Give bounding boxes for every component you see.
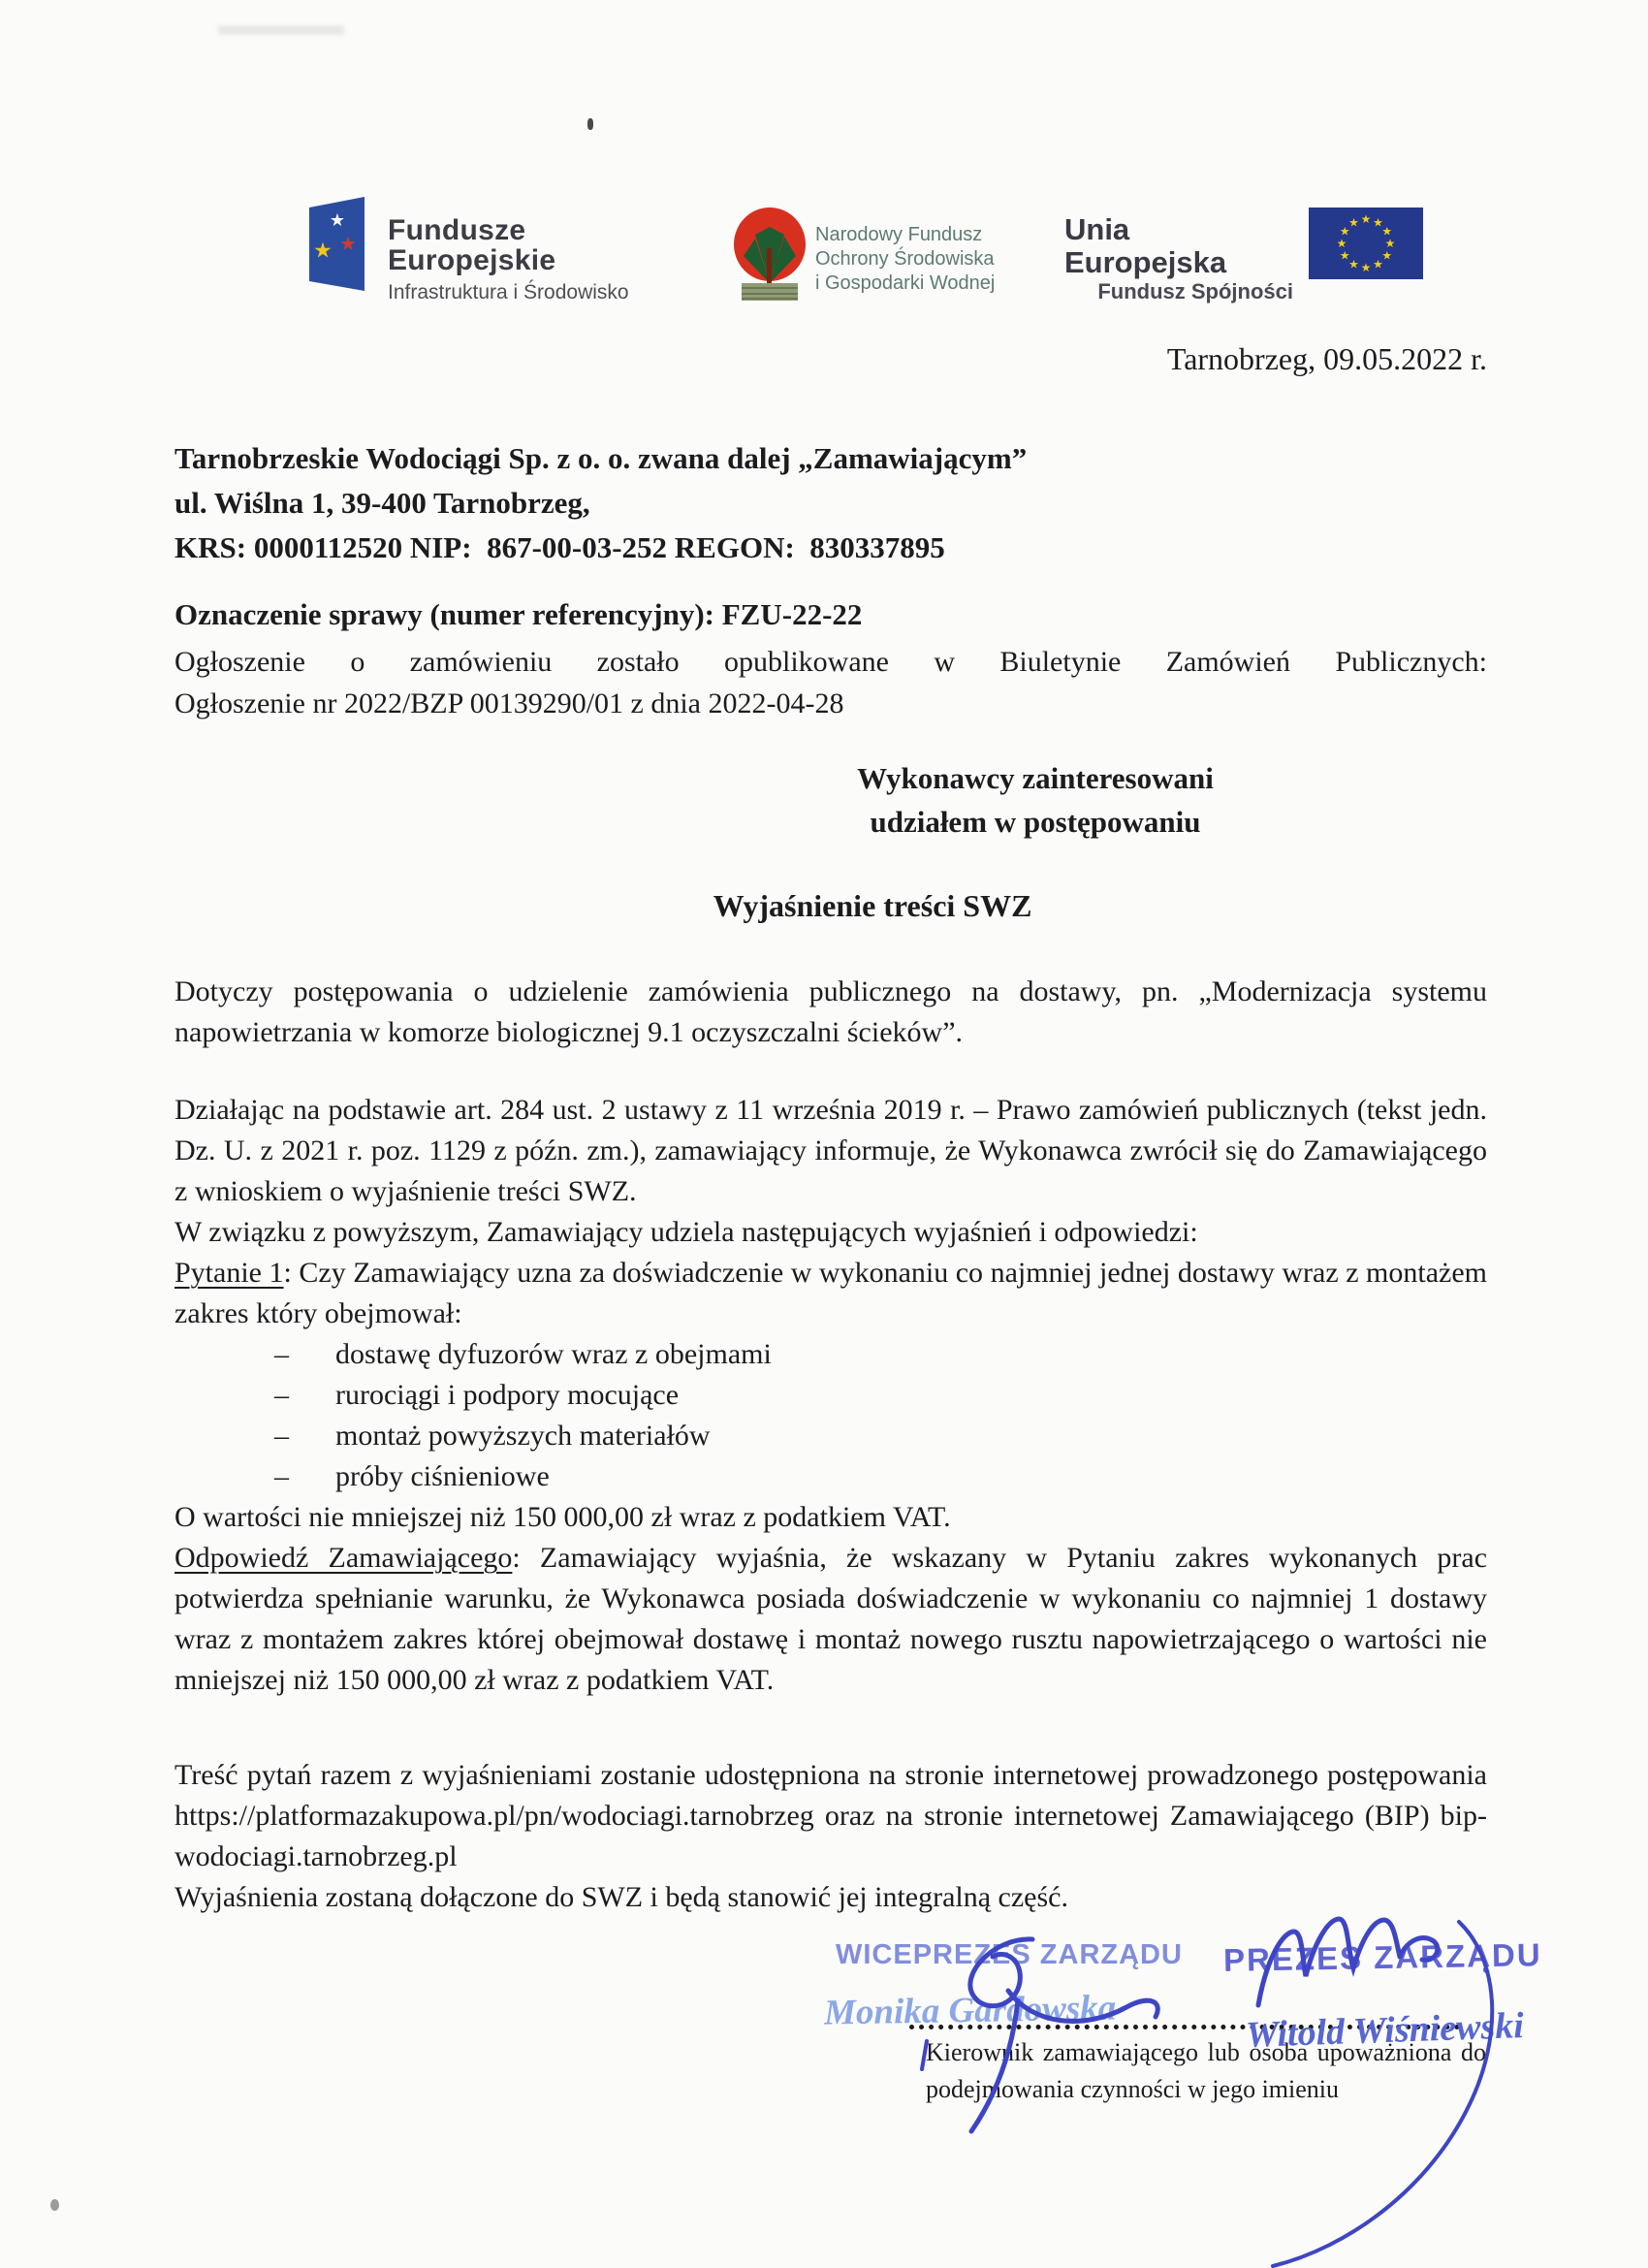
logo-unia-europejska	[1064, 206, 1433, 303]
svg-text:★: ★	[1373, 257, 1383, 272]
paragraph-publication: Treść pytań razem z wyjaśnieniami zostanie udostępniona na stronie internetowej prowadzonego postępowania https://platformazakupowa.pl/pn/wodociagi.tarnobrzeg oraz na stronie internetowej Zamawiającego (BIP) bip-wodociagi.tarnobrzeg.pl	[174, 1759, 1487, 1872]
logo-nfosigw	[732, 206, 1042, 308]
value-note-line: O wartości nie mniejszej niż 150 000,00 zł wraz z podatkiem VAT.	[174, 1501, 951, 1533]
svg-text:★: ★	[339, 234, 357, 255]
paragraph-concerns: Dotyczy postępowania o udzielenie zamówienia publicznego na dostawy, pn. „Modernizacja systemu napowietrzania w komorze biologicznej 9.1 oczyszczalni ścieków”.	[174, 975, 1487, 1048]
eu-logo-title: Unia Europejska	[1064, 212, 1227, 279]
scan-artifact	[50, 2199, 59, 2211]
eu-funds-logo-subtitle: Infrastruktura i Środowisko	[388, 281, 629, 303]
recipients-line2: udziałem w postępowaniu	[870, 805, 1201, 839]
case-info-block	[174, 593, 1487, 724]
paragraph-answer	[174, 1538, 1487, 1701]
bullet-dash: –	[274, 1420, 289, 1452]
signature-right-ink	[1258, 1919, 1400, 2005]
eu-funds-logo-title-line2: Europejskie	[388, 244, 556, 276]
svg-text:★: ★	[1339, 248, 1350, 263]
addressee-street: ul. Wiślna 1, 39-400 Tarnobrzeg,	[174, 486, 590, 520]
list-item	[174, 1456, 1487, 1497]
attachment-note-line: Wyjaśnienia zostaną dołączone do SWZ i będą stanowić jej integralną część.	[174, 1881, 1068, 1913]
document-title: Wyjaśnienie treści SWZ	[713, 888, 1032, 923]
nfosigw-logo-line1: Narodowy Fundusz	[815, 224, 983, 245]
paragraph-question-1	[174, 1253, 1487, 1334]
eu-funds-flag-icon	[301, 194, 368, 295]
nfosigw-logo-line3: i Gospodarki Wodnej	[815, 272, 996, 294]
signature-left-ink	[971, 2000, 1018, 2131]
list-item	[174, 1334, 1487, 1375]
list-item	[174, 1375, 1487, 1416]
question-1-text: : Czy Zamawiający uzna za doświadczenie w wykonaniu co najmniej jednej dostawy wraz z montażem zakres który obejmował:	[174, 1257, 1487, 1329]
scan-smudge	[218, 25, 344, 35]
eu-funds-logo-title-line1: Fundusze	[388, 214, 526, 246]
eu-flag-icon	[1309, 208, 1423, 279]
scan-artifact	[587, 118, 593, 130]
bullet-dash: –	[274, 1379, 289, 1411]
recipients-line1: Wykonawcy zainteresowani	[857, 761, 1214, 795]
signature-left-ink	[1008, 1991, 1157, 2021]
svg-text:★: ★	[313, 238, 333, 263]
signature-caption: Kierownik zamawiającego lub osoba upoważniona do podejmowania czynności w jego imieniu	[926, 2038, 1486, 2103]
letter-body	[174, 972, 1487, 1918]
president-name-stamp: Witold Wiśniewski	[1245, 2005, 1525, 2056]
signature-left-ink	[970, 1939, 1032, 2006]
svg-text:★: ★	[1348, 257, 1359, 272]
addressee-name: Tarnobrzeskie Wodociągi Sp. z o. o. zwana dalej „Zamawiającym”	[174, 441, 1028, 475]
notice-number-line: Ogłoszenie nr 2022/BZP 00139290/01 z dnia 2022-04-28	[174, 687, 844, 719]
svg-text:★: ★	[1336, 237, 1347, 250]
recipients-block	[677, 756, 1394, 844]
question-1-label: Pytanie 1	[174, 1257, 284, 1289]
signature-right-ink	[1400, 1938, 1438, 1961]
svg-text:★: ★	[1339, 224, 1350, 239]
bullet-dash: –	[274, 1460, 289, 1492]
paragraph-legal-basis: Działając na podstawie art. 284 ust. 2 ustawy z 11 września 2019 r. – Prawo zamówień publicznych (tekst jedn. Dz. U. z 2021 r. poz. 1129 z późn. zm.), zamawiający informuje, że Wykonawca zwrócił się do Zamawiającego z wnioskiem o wyjaśnienie treści SWZ.	[174, 1094, 1487, 1207]
date-line: Tarnobrzeg, 09.05.2022 r.	[1166, 341, 1487, 376]
nfosigw-logo-line2: Ochrony Środowiska	[815, 248, 995, 270]
paragraph-answers-intro: W związku z powyższym, Zamawiający udziela następujących wyjaśnień i odpowiedzi:	[174, 1216, 1198, 1248]
logo-fundusze-europejskie	[291, 192, 659, 301]
vice-president-name-stamp: Monika Gardowska	[823, 1988, 1117, 2033]
eu-logo-subtitle: Fundusz Spójności	[1097, 279, 1293, 303]
svg-text:★: ★	[329, 210, 346, 230]
addressee-registry-numbers: KRS: 0000112520 NIP: 867-00-03-252 REGON: 830337895	[174, 530, 945, 564]
answer-label: Odpowiedź Zamawiającego	[174, 1542, 513, 1574]
president-stamp: PREZES ZARZĄDU	[1222, 1936, 1542, 1978]
list-item	[174, 1416, 1487, 1456]
list-item-text: próby ciśnieniowe	[335, 1460, 550, 1492]
vice-president-stamp: WICEPREZES ZARZĄDU	[836, 1939, 1183, 1970]
answer-text: : Zamawiający wyjaśnia, że wskazany w Pytaniu zakres wykonanych prac potwierdza spełnianie warunku, że Wykonawca posiada doświadczenie w wykonaniu co najmniej 1 dostawy wraz z montażem zakres której obejmował dostawę i montaż nowego rusztu napowietrzającego o wartości nie mniejszej niż 150 000,00 zł wraz z podatkiem VAT.	[174, 1542, 1488, 1696]
list-item-text: montaż powyższych materiałów	[335, 1420, 711, 1452]
signature-left-ink	[922, 2041, 927, 2069]
notice-publication-line: Ogłoszenie o zamówieniu zostało opublikowane w Biuletynie Zamówień Publicznych:	[174, 646, 1487, 678]
svg-text:★: ★	[1381, 224, 1393, 239]
svg-text:★: ★	[1381, 248, 1393, 263]
addressee-block	[174, 436, 1027, 570]
handwritten-signatures	[824, 1899, 1561, 2268]
svg-text:★: ★	[1348, 215, 1359, 230]
svg-text:★: ★	[1360, 261, 1372, 274]
case-reference: Oznaczenie sprawy (numer referencyjny): FZU-22-22	[174, 597, 863, 631]
svg-text:★: ★	[1384, 237, 1396, 250]
list-item-text: rurociągi i podpory mocujące	[335, 1379, 680, 1411]
list-item-text: dostawę dyfuzorów wraz z obejmami	[335, 1338, 772, 1370]
svg-text:★: ★	[1373, 215, 1383, 230]
bullet-dash: –	[274, 1338, 289, 1370]
nfosigw-tree-icon	[732, 206, 808, 308]
svg-text:★: ★	[1360, 212, 1372, 226]
